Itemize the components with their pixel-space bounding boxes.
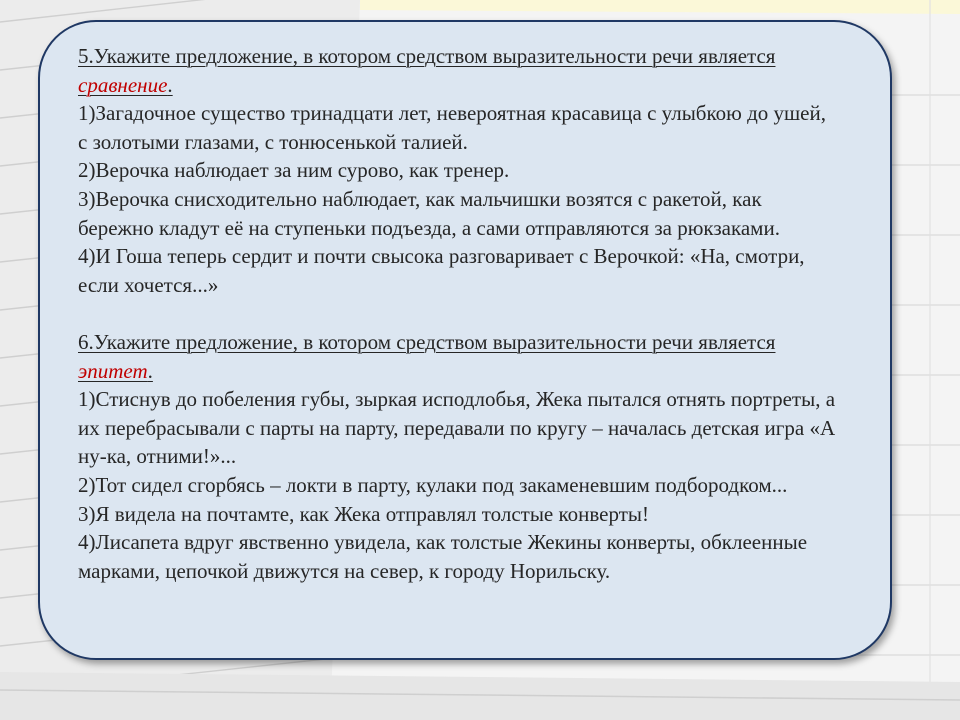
- question-6: [78, 328, 838, 585]
- question-6-option-4: 4)Лисапета вдруг явственно увидела, как толстые Жекины конверты, обклеенные марками, цепочкой движутся на север, к городу Норильску.: [78, 530, 808, 583]
- question-6-prompt: [78, 328, 838, 385]
- question-5-option-1: 1)Загадочное существо тринадцати лет, невероятная красавица с улыбкою до ушей, с золотыми глазами, с тонюсенькой талией.: [78, 101, 826, 154]
- question-5-prompt: [78, 42, 838, 99]
- question-5-option-2: 2)Верочка наблюдает за ним сурово, как тренер.: [78, 158, 510, 183]
- question-6-option-1: 1)Стиснув до побеления губы, зыркая исподлобья, Жека пытался отнять портреты, а их перебрасывали с парты на парту, передавали по кругу – началась детская игра «А ну-ка, отними!»...: [78, 387, 836, 469]
- question-6-term: эпитет: [78, 358, 148, 383]
- question-5-prompt-text: 5.Укажите предложение, в котором средством выразительности речи является: [78, 44, 776, 68]
- question-5-term: сравнение: [78, 72, 168, 97]
- question-5: [78, 42, 838, 299]
- question-5-option-4: 4)И Гоша теперь сердит и почти свысока разговаривает с Верочкой: «На, смотри, если хочется...»: [78, 244, 805, 297]
- question-6-option-2: 2)Тот сидел сгорбясь – локти в парту, кулаки под закаменевшим подбородком...: [78, 472, 788, 497]
- question-6-prompt-end: .: [147, 358, 153, 383]
- question-6-option-3: 3)Я видела на почтамте, как Жека отправлял толстые конверты!: [78, 501, 649, 526]
- question-6-prompt-text: 6.Укажите предложение, в котором средством выразительности речи является: [78, 329, 776, 354]
- question-spacer: [78, 299, 838, 328]
- question-5-prompt-end: .: [167, 72, 173, 97]
- question-5-option-3: 3)Верочка снисходительно наблюдает, как мальчишки возятся с ракетой, как бережно кладут её на ступеньки подъезда, а сами отправляются за рюкзаками.: [78, 186, 780, 240]
- questions-text: [78, 42, 838, 585]
